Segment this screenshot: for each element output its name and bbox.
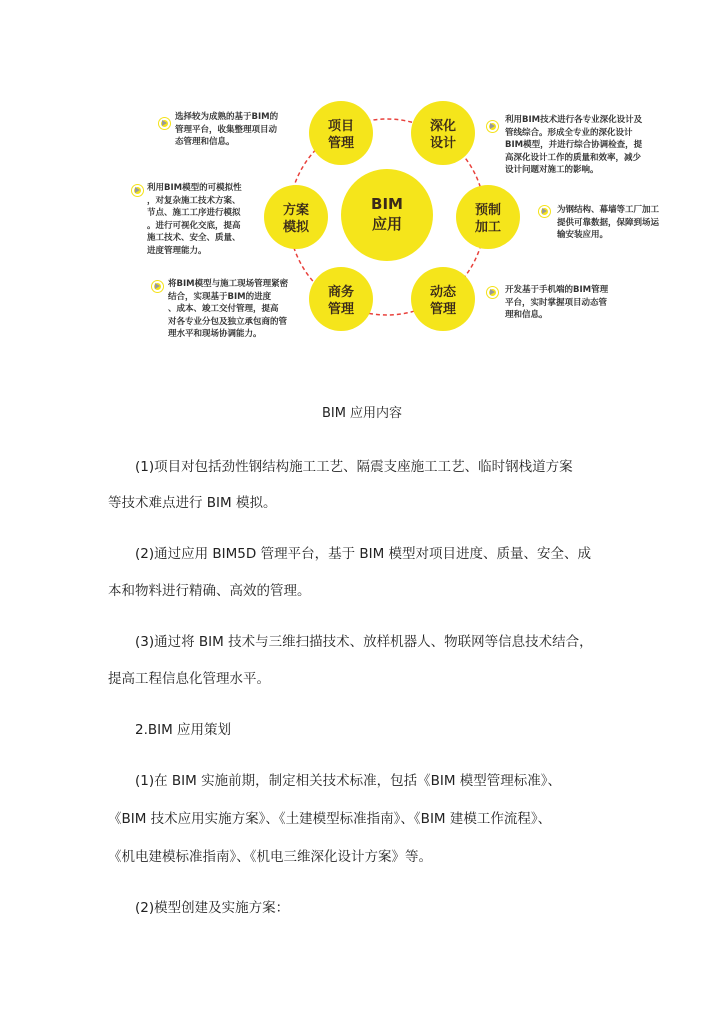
paragraph-line: 本和物料进行精确、高效的管理。 xyxy=(108,583,311,599)
center-label-2: 应用 xyxy=(371,215,403,233)
paragraph-line: (3)通过将 BIM 技术与三维扫描技术、放样机器人、物联网等信息技术结合， xyxy=(135,634,593,650)
bim-application-diagram xyxy=(125,95,690,355)
node-deepening-design xyxy=(411,101,475,165)
bullet-icon xyxy=(152,281,163,292)
paragraph-line: 《机电建模标准指南》、《机电三维深化设计方案》等。 xyxy=(108,849,432,865)
node-label: 深化 xyxy=(429,119,457,134)
note-project-management: 选择较为成熟的基于BIM的 管理平台，收集整理项目动 态管理和信息。 xyxy=(175,112,279,147)
bullet-icon xyxy=(487,121,498,132)
node-label: 模拟 xyxy=(282,220,310,235)
note-business-management: 将BIM模型与施工现场管理紧密 结合，实现基于BIM的进度 、成本、竣工交付管理，提高 对各专业分包及独立承包商的管 理水平和现场协调能力。 xyxy=(168,279,289,339)
paragraph-line: (2)通过应用 BIM5D 管理平台，基于 BIM 模型对项目进度、质量、安全、成 xyxy=(135,546,592,562)
figure-caption: BIM 应用内容 xyxy=(321,406,403,421)
bullet-icon xyxy=(487,287,498,298)
node-dynamic-management xyxy=(411,267,475,331)
paragraph-line: (1)在 BIM 实施前期，制定相关技术标准，包括《BIM 模型管理标准》、 xyxy=(135,773,562,789)
node-label: 管理 xyxy=(429,302,457,317)
node-label: 预制 xyxy=(474,203,502,218)
node-label: 项目 xyxy=(327,119,355,134)
note-deepening-design: 利用BIM技术进行各专业深化设计及 管线综合。形成全专业的深化设计 BIM模型，并进行综合协调检查，提 高深化设计工作的质量和效率，减少 设计问题对施工的影响。 xyxy=(505,115,643,175)
note-prefabrication: 为钢结构、幕墙等工厂加工 提供可靠数据，保障到场运 输安装应用。 xyxy=(557,205,660,240)
node-label: 管理 xyxy=(327,136,355,151)
note-dynamic-management: 开发基于手机端的BIM管理 平台，实时掌握项目动态管 理和信息。 xyxy=(505,285,609,320)
node-scheme-simulation xyxy=(264,185,328,249)
paragraph-line: 《BIM 技术应用实施方案》、《土建模型标准指南》、《BIM 建模工作流程》、 xyxy=(108,811,552,827)
bullet-icon xyxy=(132,185,143,196)
node-label: 加工 xyxy=(474,220,502,235)
paragraph-line: 等技术难点进行 BIM 模拟。 xyxy=(108,495,277,511)
node-label: 动态 xyxy=(429,285,457,300)
bullet-icon xyxy=(539,206,550,217)
node-label: 商务 xyxy=(327,285,355,300)
node-label: 方案 xyxy=(282,203,310,218)
node-label: 设计 xyxy=(429,136,457,151)
node-project-management xyxy=(309,101,373,165)
node-prefabrication xyxy=(456,185,520,249)
paragraph-line: (1)项目对包括劲性钢结构施工工艺、隔震支座施工工艺、临时钢栈道方案 xyxy=(135,459,573,475)
section-heading: 2.BIM 应用策划 xyxy=(135,722,232,738)
note-scheme-simulation: 利用BIM模型的可模拟性 ，对复杂施工技术方案、 节点、施工工序进行模拟 。进行可视化交底，提高 施工技术、安全、质量、 进度管理能力。 xyxy=(147,183,242,256)
paragraph-line: (2)模型创建及实施方案： xyxy=(135,900,290,916)
node-business-management xyxy=(309,267,373,331)
center-label-1: BIM xyxy=(371,195,403,213)
node-label: 管理 xyxy=(327,302,355,317)
paragraph-line: 提高工程信息化管理水平。 xyxy=(108,671,270,687)
bullet-icon xyxy=(159,118,170,129)
